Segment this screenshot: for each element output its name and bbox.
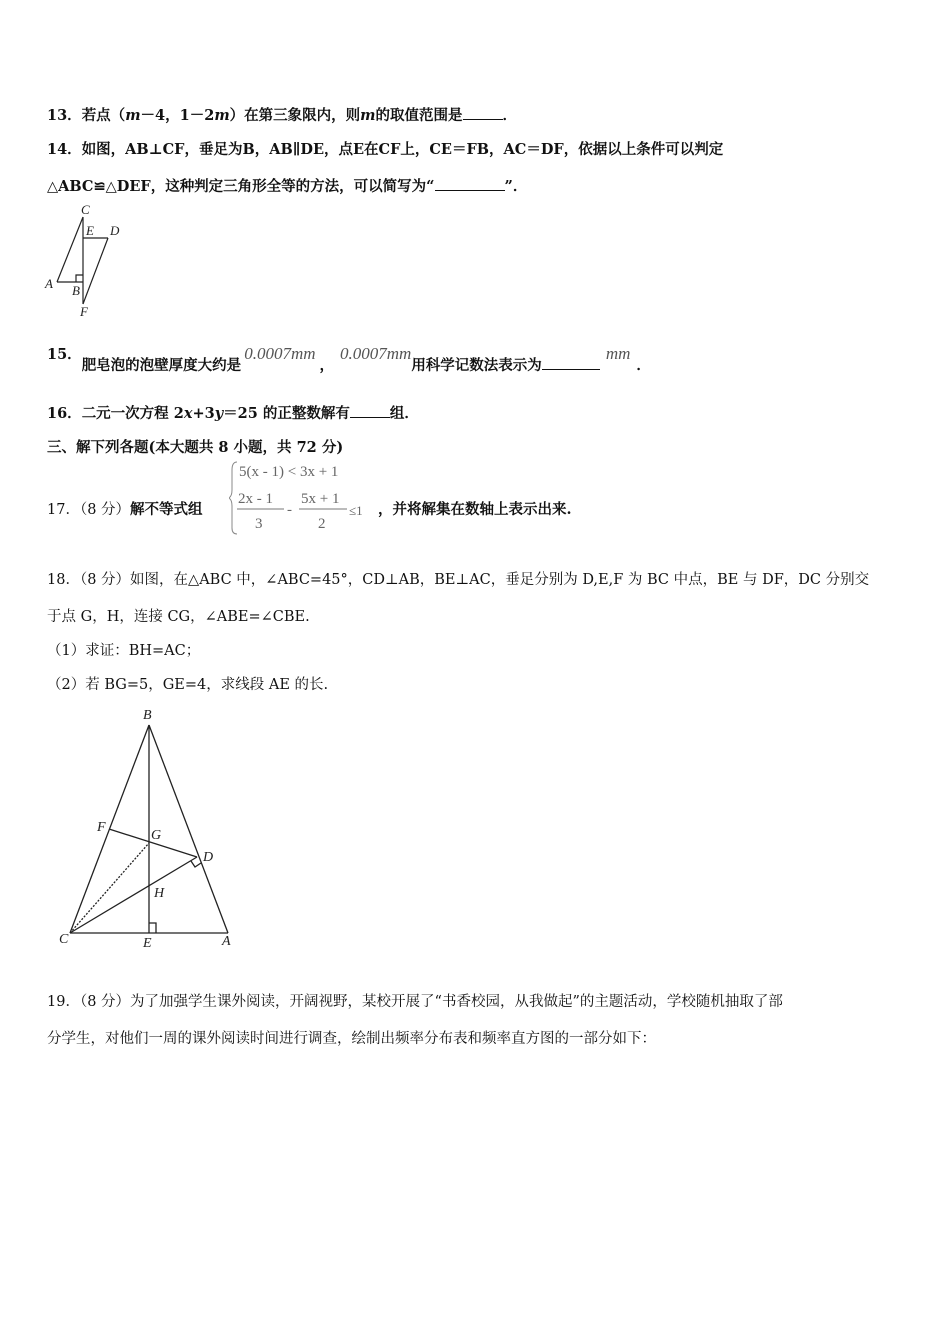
q17-leq: ≤1 [349,503,363,518]
q14-line1: 14．如图，AB⊥CF，垂足为B，AB∥DE，点E在CF上，CE＝FB，AC＝DF，依据以上条件可以判定 [47,141,724,158]
q19-number: 19． [47,994,80,1010]
section-heading: 三、解下列各题(本大题共 8 小题，共 72 分) [47,439,344,456]
q16-number: 16． [47,405,82,422]
q18-segment-cg [70,843,149,933]
q18-label-a: A [222,934,231,949]
q14-segment-df [83,238,108,304]
q14-label-e: E [86,223,94,238]
q18-label-b: B [143,708,152,723]
q18-label-e: E [143,936,152,951]
q18-label-c: C [59,932,69,947]
q18-part1: （1）求证：BH=AC； [47,643,201,659]
q13-number: 13． [47,107,82,124]
q17-frac2-numerator: 5x + 1 [301,491,340,507]
q14-segment-ca [57,217,83,282]
q18-line1: 18．（8 分）如图，在△ABC 中，∠ABC=45°，CD⊥AB，BE⊥AC，垂足分别为 D,E,F 为 BC 中点，BE 与 DF，DC 分别交 [47,572,870,588]
q17-number: 17． [47,502,80,518]
q18-part2: （2）若 BG=5，GE=4，求线段 AE 的长. [47,677,329,693]
q14-right-angle-mark [76,275,83,282]
q19-line1: 19．（8 分）为了加强学生课外阅读，开阔视野，某校开展了“书香校园，从我做起”的主题活动，学校随机抽取了部 [47,994,783,1010]
q15-line: 15．肥皂泡的泡壁厚度大约是0.0007mm，0.0007mm用科学记数法表示为mm． [47,344,651,374]
q14-label-f: F [80,304,88,319]
q16-answer-blank[interactable] [350,405,390,418]
q19-line2: 分学生，对他们一周的课外阅读时间进行调查，绘制出频率分布表和频率直方图的一部分如下： [47,1031,656,1047]
q17-line: 17．（8 分）解不等式组 [47,501,203,518]
q18-line2: 于点 G，H，连接 CG，∠ABE=∠CBE. [47,609,310,625]
q14-label-b: B [72,283,80,298]
q16-line: 16．二元一次方程 2x+3y＝25 的正整数解有 组． [47,405,419,422]
q13-answer-blank[interactable] [463,107,503,120]
q17-brace [229,462,237,534]
q14-label-a: A [45,276,53,291]
q13-line: 13．若点（m－4，1－2m）在第三象限内，则m的取值范围是 ． [47,107,517,124]
q15-math-1: 0.0007mm [244,344,316,363]
q18-number: 18． [47,572,80,588]
q17-frac1-denominator: 3 [255,516,263,532]
q18-segment-cd [70,857,197,933]
q18-figure [50,700,250,955]
q18-label-h: H [154,886,165,901]
q18-right-angle-d [191,861,201,867]
q15-math-2: 0.0007mm [340,344,412,363]
q17-frac1-numerator: 2x - 1 [238,491,273,507]
q15-number: 15． [47,346,82,363]
q17-inequality-1: 5(x - 1) < 3x + 1 [239,464,339,480]
q14-label-c: C [81,202,90,217]
q18-label-g: G [151,828,162,843]
q17-frac2-denominator: 2 [318,516,326,532]
q14-figure [40,200,140,320]
q14-answer-blank[interactable] [435,178,505,191]
q18-label-d: D [203,850,214,865]
q14-number: 14． [47,141,82,158]
q18-right-angle-e [149,923,156,933]
q14-line2: △ABC≌△DEF，这种判定三角形全等的方法，可以简写为“ ”． [47,178,528,195]
q17-minus: - [287,502,292,518]
q17-tail: ，并将解集在数轴上表示出来. [378,501,572,518]
q18-label-f: F [97,820,106,835]
q17-inequality-system [229,458,379,538]
q14-label-d: D [110,223,120,238]
q15-unit: mm [605,344,631,363]
q15-answer-blank[interactable] [542,357,600,370]
